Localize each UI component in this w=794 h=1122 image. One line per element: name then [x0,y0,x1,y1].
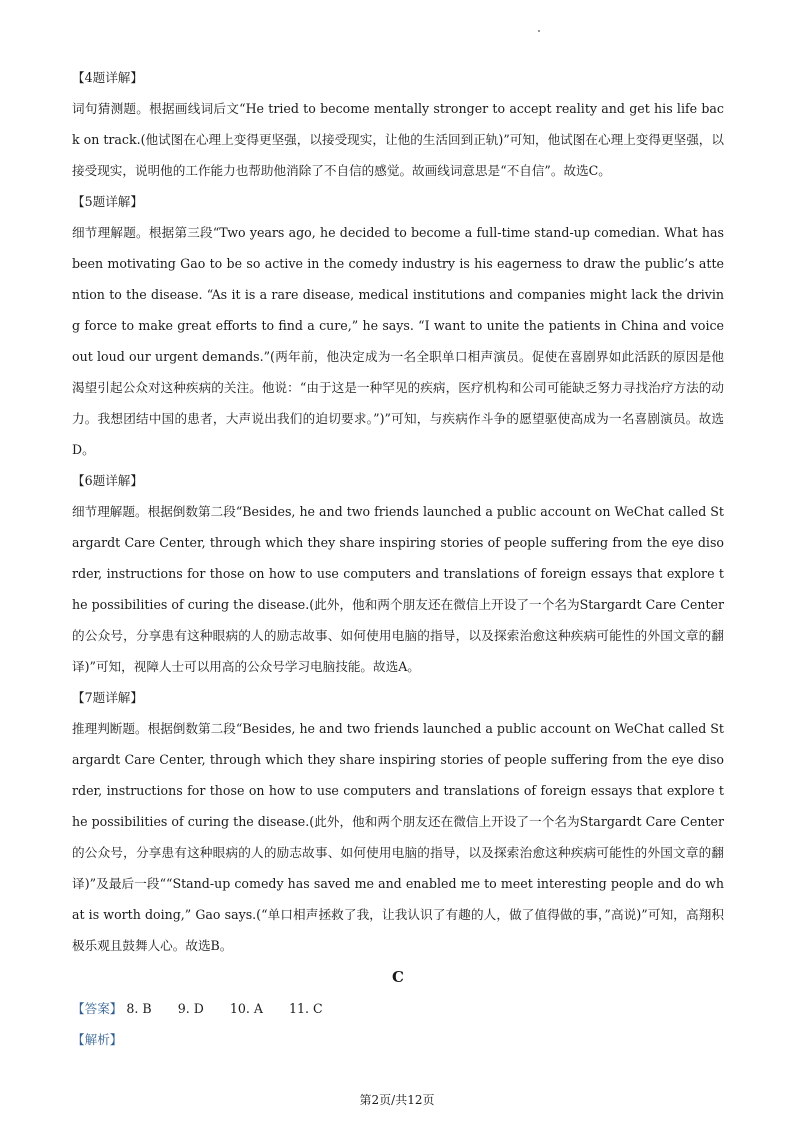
section-heading: 【5题详解】 [72,194,143,209]
answer-tag: 【答案】 [72,1001,123,1016]
answer-item: 9. D [177,1001,204,1016]
document-body [72,62,724,1055]
section-paragraph: 细节理解题。根据第三段“Two years ago, he decided to become a full-time stand-up comedian. What has been motivating Gao to be so active in the comedy industry is his eagerness to draw the public’s attention to the disease. “As it is a rare disease, medical institutions and companies might lack the driving force to make great efforts to find a cure,” he says. “I want to unite the patients in China and voice out loud our urgent demands.”(两年前，他决定成为一名全职单口相声演员。促使在喜剧界如此活跃的原因是他渴望引起公众对这种疾病的关注。他说：“由于这是一种罕见的疾病，医疗机构和公司可能缺乏努力寻找治疗方法的动力。我想团结中国的患者，大声说出我们的迫切要求。”)”可知，与疾病作斗争的愿望驱使高成为一名喜剧演员。故选D。 [72,225,724,457]
section-paragraph: 细节理解题。根据倒数第二段“Besides, he and two friends launched a public account on WeChat called Stargardt Care Center, through which they share inspiring stories of people suffering from the eye disorder, instructions for those on how to use computers and translations of foreign essays that explore the possibilities of curing the disease.(此外，他和两个朋友还在微信上开设了一个名为Stargardt Care Center的公众号，分享患有这种眼病的人的励志故事、如何使用电脑的指导，以及探索治愈这种疾病可能性的外国文章的翻译)”可知，视障人士可以用高的公众号学习电脑技能。故选A。 [72,504,724,674]
answer-item: 10. A [229,1001,263,1016]
part-c-title: C [392,968,404,986]
section-paragraph: 词句猜测题。根据画线词后文“He tried to become mentally stronger to accept reality and get his life back on track.(他试图在心理上变得更坚强，以接受现实，让他的生活回到正轨)”可知，他试图在心理上变得更坚强，以接受现实，说明他的工作能力也帮助他消除了不自信的感觉。故画线词意思是“不自信”。故选C。 [72,101,724,178]
answer-line [72,993,724,1024]
section-q7 [72,682,724,961]
page-number: 第2页/共12页 [359,1093,435,1107]
analysis-line [72,1024,724,1055]
section-q6 [72,465,724,682]
section-heading: 【6题详解】 [72,473,143,488]
answer-item: 11. C [288,1001,323,1016]
scan-dot [538,30,540,32]
section-heading: 【7题详解】 [72,690,143,705]
analysis-tag: 【解析】 [72,1032,123,1047]
section-q5 [72,186,724,465]
section-paragraph: 推理判断题。根据倒数第二段“Besides, he and two friends launched a public account on WeChat called Stargardt Care Center, through which they share inspiring stories of people suffering from the eye disorder, instructions for those on how to use computers and translations of foreign essays that explore the possibilities of curing the disease.(此外，他和两个朋友还在微信上开设了一个名为Stargardt Care Center的公众号，分享患有这种眼病的人的励志故事、如何使用电脑的指导，以及探索治愈这种疾病可能性的外国文章的翻译)”及最后一段““Stand-up comedy has saved me and enabled me to meet interesting people and do what is worth doing,” Gao says.(“单口相声拯救了我，让我认识了有趣的人，做了值得做的事，”高说)”可知，高翔积极乐观且鼓舞人心。故选B。 [72,721,724,953]
section-q4 [72,62,724,186]
section-heading: 【4题详解】 [72,70,143,85]
answer-item: 8. B [126,1001,152,1016]
